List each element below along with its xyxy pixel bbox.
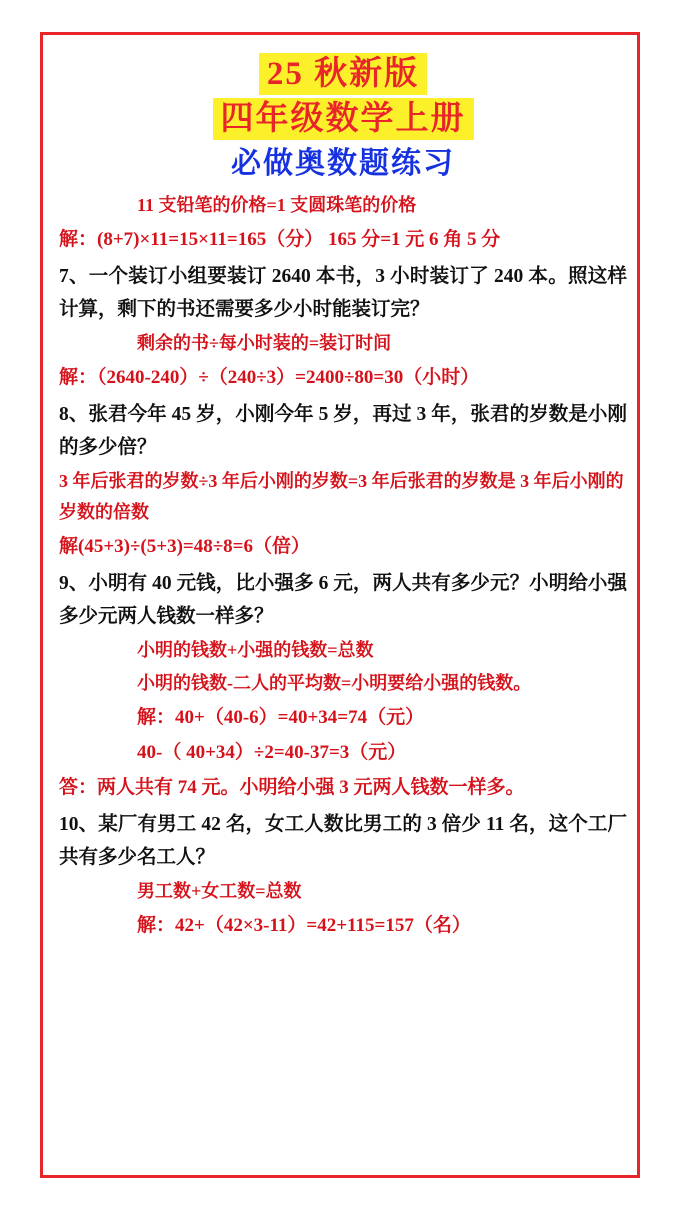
q9-hint-1: 小明的钱数+小强的钱数=总数 (137, 640, 374, 660)
q7-hint: 剩余的书÷每小时装的=装订时间 (137, 333, 392, 353)
q9-solution-1: 解：40+（40-6）=40+34=74（元） (137, 707, 425, 728)
page-border-frame (40, 32, 640, 1178)
title-line-1-wrapper (59, 53, 627, 95)
title-line-2: 四年级数学上册 (213, 98, 474, 140)
q8-hint: 3 年后张君的岁数÷3 年后小刚的岁数=3 年后张君的岁数是 3 年后小刚的岁数的倍数 (59, 471, 624, 522)
q6-solution: 解：(8+7)×11=15×11=165（分） 165 分=1 元 6 角 5 分 (59, 229, 501, 250)
q9-answer: 答：两人共有 74 元。小明给小强 3 元两人钱数一样多。 (59, 777, 525, 798)
title-line-3: 必做奥数题练习 (231, 147, 455, 180)
title-block (59, 53, 627, 184)
q6-hint: 11 支铅笔的价格=1 支圆珠笔的价格 (137, 195, 417, 215)
q9-hint-2: 小明的钱数-二人的平均数=小明要给小强的钱数。 (137, 673, 532, 693)
q10-hint: 男工数+女工数=总数 (137, 881, 302, 901)
q7-solution: 解：（2640-240）÷（240÷3）=2400÷80=30（小时） (59, 367, 480, 388)
title-line-2-wrapper (59, 95, 627, 140)
q10-solution: 解：42+（42×3-11）=42+115=157（名） (137, 915, 471, 936)
q9-solution-2: 40-（ 40+34）÷2=40-37=3（元） (137, 742, 407, 763)
q9-question: 9、小明有 40 元钱，比小强多 6 元，两人共有多少元？小明给小强多少元两人钱数一样多？ (59, 573, 627, 627)
q7-question: 7、一个装订小组要装订 2640 本书，3 小时装订了 240 本。照这样计算，剩下的书还需要多少小时能装订完？ (59, 266, 627, 320)
title-line-1: 25 秋新版 (259, 53, 427, 95)
q8-solution: 解(45+3)÷(5+3)=48÷8=6（倍） (59, 536, 310, 557)
q10-question: 10、某厂有男工 42 名，女工人数比男工的 3 倍少 11 名，这个工厂共有多少名工人？ (59, 814, 627, 868)
q8-question: 8、张君今年 45 岁，小刚今年 5 岁，再过 3 年，张君的岁数是小刚的多少倍？ (59, 404, 627, 458)
worksheet-content (43, 35, 643, 952)
